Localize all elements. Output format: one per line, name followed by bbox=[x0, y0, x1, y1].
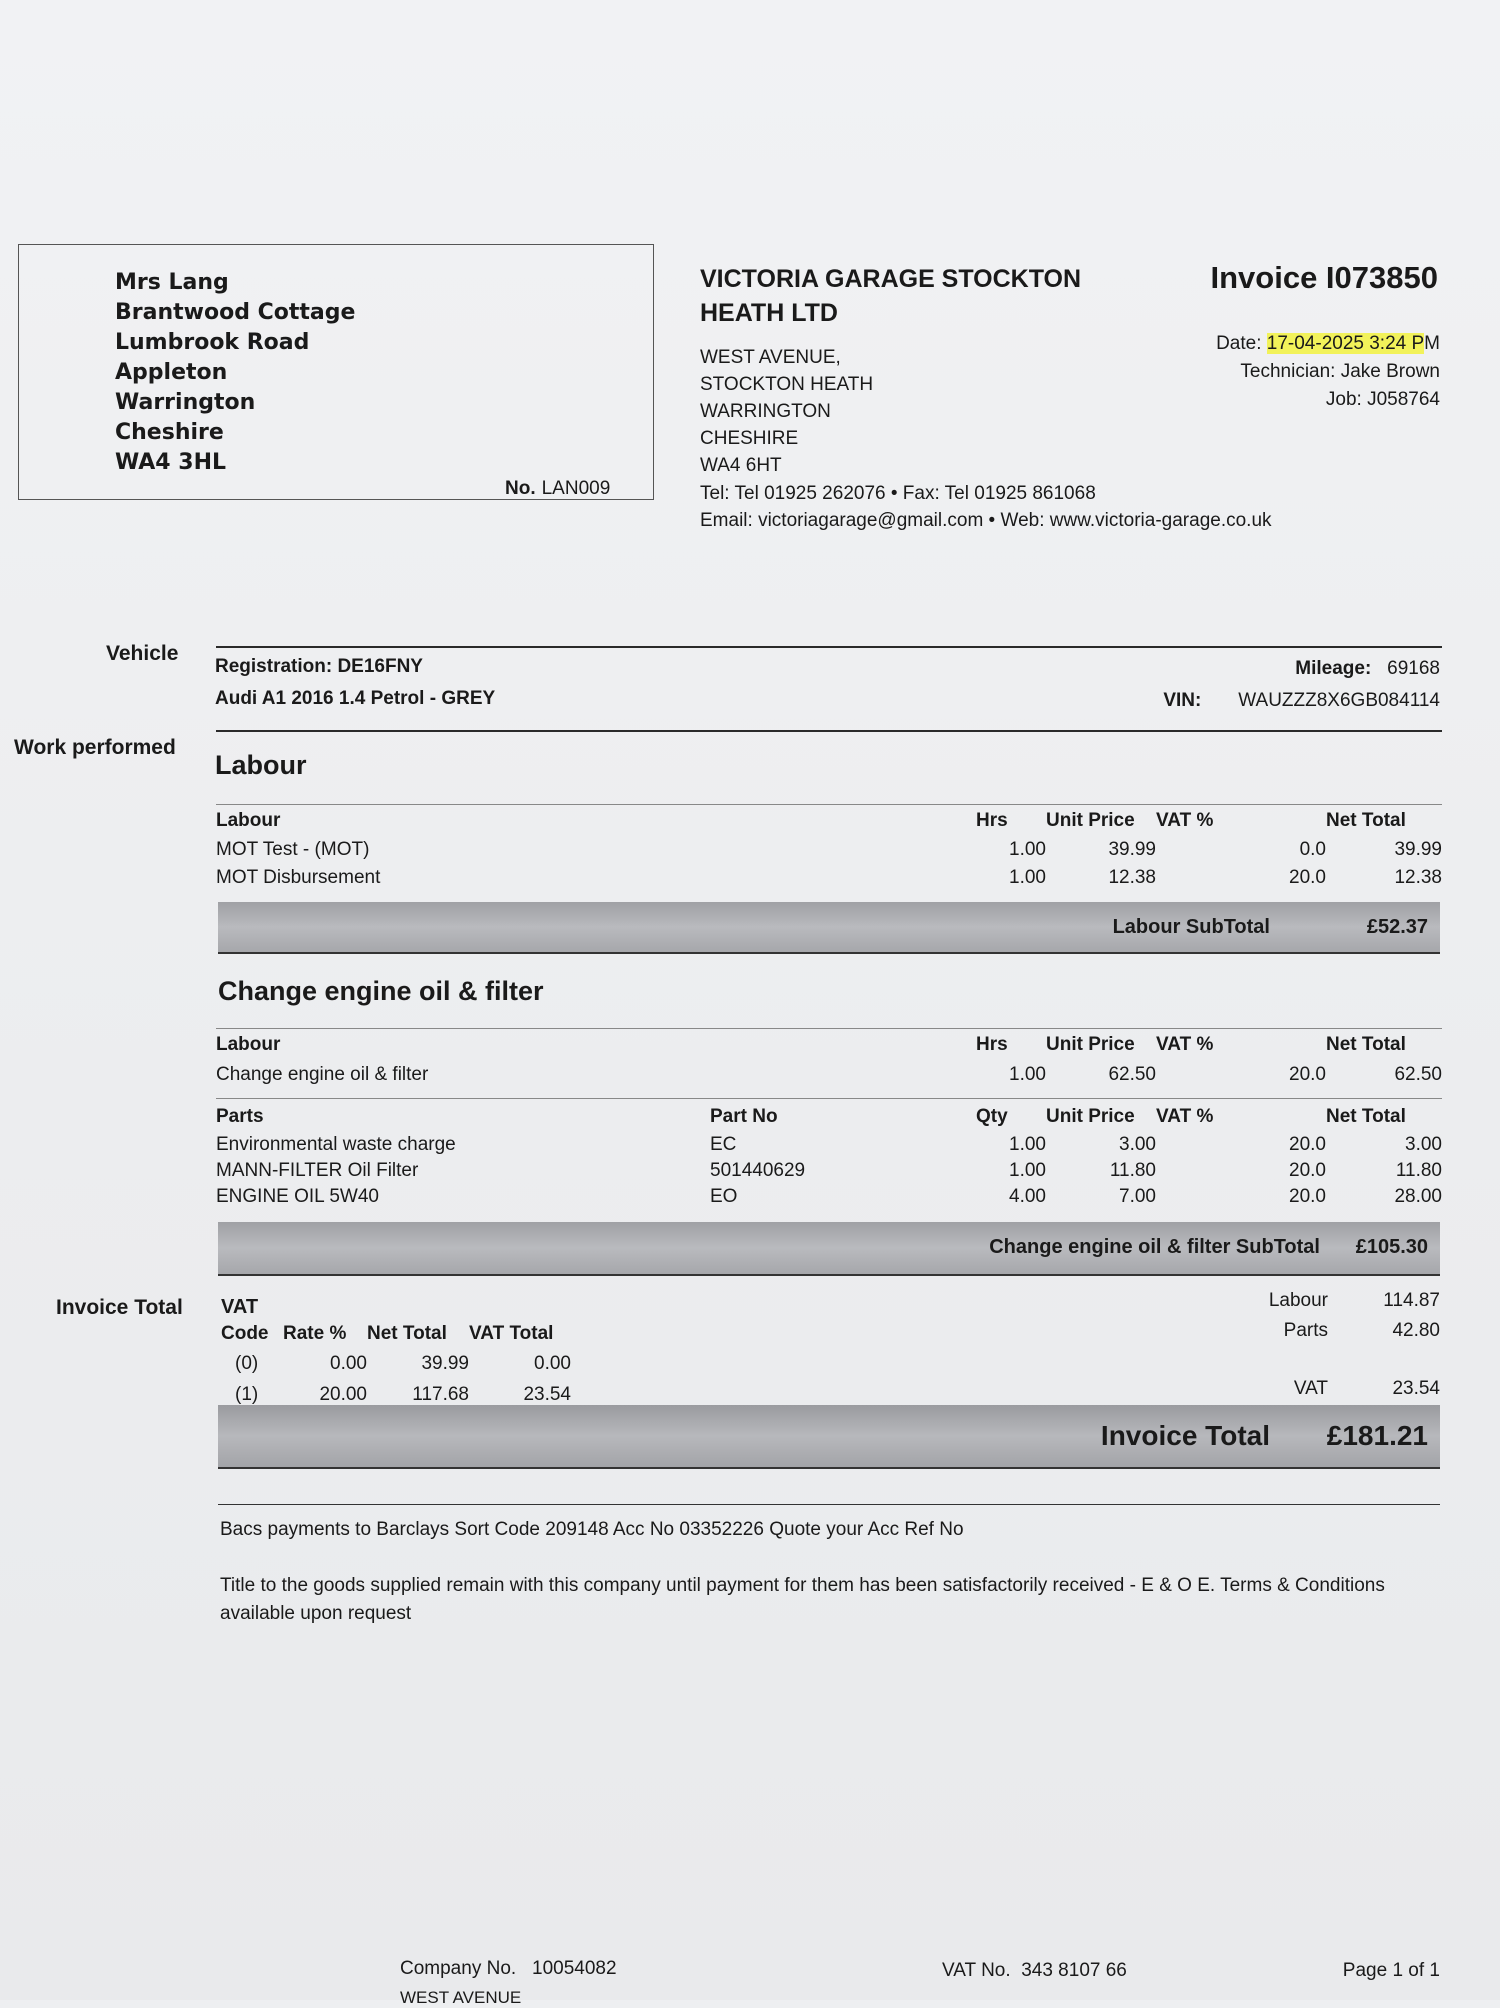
cell: 0.00 bbox=[330, 1353, 367, 1374]
cell: 20.00 bbox=[319, 1384, 367, 1405]
table-row bbox=[216, 1184, 1442, 1210]
garage-contact bbox=[700, 480, 1272, 534]
date-suffix: M bbox=[1424, 333, 1440, 354]
cell: 1.00 bbox=[1009, 1064, 1046, 1085]
cell: 62.50 bbox=[1394, 1064, 1442, 1085]
vin-label: VIN: bbox=[1163, 690, 1202, 711]
vehicle-bottom-rule bbox=[216, 730, 1442, 732]
garage-address-line: CHESHIRE bbox=[700, 428, 799, 449]
col-header: VAT % bbox=[1156, 810, 1214, 831]
vat-number-label: VAT No. bbox=[942, 1960, 1011, 1981]
cell: 12.38 bbox=[1108, 867, 1156, 888]
cell: 20.0 bbox=[1289, 1186, 1326, 1207]
vehicle-description: Audi A1 2016 1.4 Petrol - GREY bbox=[215, 688, 496, 709]
vehicle-registration: Registration: DE16FNY bbox=[215, 656, 423, 677]
garage-address bbox=[700, 344, 873, 479]
invoice-total-section-label: Invoice Total bbox=[56, 1296, 183, 1319]
cell: 0.0 bbox=[1299, 839, 1326, 860]
cell: 4.00 bbox=[1009, 1186, 1046, 1207]
vehicle-mileage bbox=[1295, 658, 1440, 680]
vat-number bbox=[942, 1960, 1127, 1982]
oil-section-title: Change engine oil & filter bbox=[218, 976, 544, 1006]
cell: 1.00 bbox=[1009, 1134, 1046, 1155]
footer-rule bbox=[218, 1504, 1440, 1505]
col-header: Unit Price bbox=[1046, 1034, 1135, 1055]
cell: 20.0 bbox=[1289, 867, 1326, 888]
garage-name: VICTORIA GARAGE STOCKTON HEATH LTD bbox=[700, 265, 1082, 327]
date-value-highlighted: 17-04-2025 3:24 P bbox=[1266, 333, 1425, 354]
cell: MANN-FILTER Oil Filter bbox=[216, 1160, 419, 1181]
cell: 62.50 bbox=[1108, 1064, 1156, 1085]
cell: Change engine oil & filter bbox=[216, 1064, 429, 1085]
customer-address-line: Cheshire bbox=[115, 420, 224, 445]
cell: 501440629 bbox=[710, 1160, 806, 1181]
col-header: Hrs bbox=[976, 1034, 1008, 1055]
cell: 12.38 bbox=[1394, 867, 1442, 888]
company-number bbox=[400, 1958, 617, 1980]
oil-subtotal-value: £105.30 bbox=[1355, 1236, 1428, 1258]
cell: 11.80 bbox=[1395, 1160, 1442, 1181]
customer-address bbox=[115, 268, 355, 478]
col-header: Parts bbox=[216, 1106, 264, 1127]
table-row bbox=[221, 1348, 571, 1380]
cell: 39.99 bbox=[1394, 839, 1442, 860]
col-header: Net Total bbox=[1326, 1106, 1406, 1127]
cell: 3.00 bbox=[1119, 1134, 1156, 1155]
cell: 1.00 bbox=[1009, 867, 1046, 888]
cell: 1.00 bbox=[1009, 1160, 1046, 1181]
col-header: Unit Price bbox=[1046, 1106, 1135, 1127]
company-number-label: Company No. bbox=[400, 1958, 517, 1979]
customer-name: Mrs Lang bbox=[115, 270, 229, 295]
cell: 20.0 bbox=[1289, 1064, 1326, 1085]
col-header: Rate % bbox=[283, 1323, 347, 1344]
col-header: Qty bbox=[976, 1106, 1008, 1127]
customer-address-line: Brantwood Cottage bbox=[115, 300, 356, 325]
labour-table bbox=[216, 806, 1442, 892]
table-row bbox=[216, 1060, 1442, 1090]
col-header: Net Total bbox=[1326, 810, 1406, 831]
col-header: Part No bbox=[710, 1106, 778, 1127]
oil-labour-table bbox=[216, 1030, 1442, 1090]
invoice-total-label: Invoice Total bbox=[1100, 1420, 1270, 1451]
vehicle-section-label: Vehicle bbox=[106, 642, 179, 665]
invoice-meta bbox=[1216, 330, 1440, 414]
customer-address-line: Warrington bbox=[115, 390, 256, 415]
cell: 23.54 bbox=[523, 1384, 571, 1405]
col-header: Net Total bbox=[1326, 1034, 1406, 1055]
cell: 20.0 bbox=[1289, 1160, 1326, 1181]
vehicle-top-rule bbox=[216, 646, 1442, 648]
oil-parts-table bbox=[216, 1102, 1442, 1210]
account-label: No. bbox=[505, 478, 536, 499]
col-header: VAT % bbox=[1156, 1034, 1214, 1055]
cell: (0) bbox=[235, 1353, 259, 1374]
invoice-total-value: £181.21 bbox=[1326, 1420, 1428, 1451]
vat-table-header bbox=[221, 1320, 571, 1348]
table-row bbox=[216, 1132, 1442, 1158]
col-header: Hrs bbox=[976, 810, 1008, 831]
garage-address-line: WEST AVENUE, bbox=[700, 347, 841, 368]
parts-header-rule bbox=[216, 1098, 1442, 1099]
garage-address-line: STOCKTON HEATH bbox=[700, 374, 874, 395]
bacs-payment-info: Bacs payments to Barclays Sort Code 209148 Acc No 03352226 Quote your Acc Ref No bbox=[220, 1519, 964, 1540]
work-performed-label: Work performed bbox=[14, 736, 176, 759]
cell: 1.00 bbox=[1009, 839, 1046, 860]
invoice-title: Invoice I073850 bbox=[1210, 260, 1438, 295]
date-label: Date: bbox=[1216, 333, 1262, 354]
invoice-technician: Technician: Jake Brown bbox=[1240, 361, 1440, 382]
col-header: VAT % bbox=[1156, 1106, 1214, 1127]
col-header: Code bbox=[221, 1323, 269, 1344]
account-value: LAN009 bbox=[541, 478, 611, 499]
col-header: Labour bbox=[216, 1034, 281, 1055]
summary-vat-value: 23.54 bbox=[1392, 1378, 1440, 1399]
cell: EO bbox=[710, 1186, 738, 1207]
table-row bbox=[216, 1158, 1442, 1184]
garage-address-line: WA4 6HT bbox=[700, 455, 782, 476]
cell: 20.0 bbox=[1289, 1134, 1326, 1155]
garage-web-line: Email: victoriagarage@gmail.com • Web: www.victoria-garage.co.uk bbox=[700, 510, 1272, 531]
vat-heading: VAT bbox=[221, 1296, 259, 1318]
invoice-date bbox=[1216, 330, 1440, 358]
labour-header-rule bbox=[216, 804, 1442, 805]
cell: 0.00 bbox=[534, 1353, 571, 1374]
oil-labour-header bbox=[216, 1030, 1442, 1060]
customer-address-line: Appleton bbox=[115, 360, 228, 385]
garage-phone-line: Tel: Tel 01925 262076 • Fax: Tel 01925 861068 bbox=[700, 483, 1096, 504]
cell: Environmental waste charge bbox=[216, 1134, 456, 1155]
cell: 39.99 bbox=[421, 1353, 469, 1374]
mileage-value: 69168 bbox=[1387, 658, 1440, 679]
parts-table-header bbox=[216, 1102, 1442, 1132]
customer-address-line: Lumbrook Road bbox=[115, 330, 310, 355]
vat-breakdown-table bbox=[221, 1320, 571, 1410]
cell: ENGINE OIL 5W40 bbox=[216, 1186, 379, 1207]
cell: 3.00 bbox=[1405, 1134, 1442, 1155]
account-number bbox=[505, 478, 610, 500]
vin-value: WAUZZZ8X6GB084114 bbox=[1238, 690, 1440, 711]
invoice-total-bar bbox=[218, 1405, 1440, 1469]
vat-number-value: 343 8107 66 bbox=[1021, 1960, 1127, 1981]
labour-subtotal-bar bbox=[218, 902, 1440, 954]
summary-labour-label: Labour bbox=[1268, 1290, 1328, 1311]
vehicle-vin bbox=[1163, 690, 1440, 712]
col-header: Net Total bbox=[367, 1323, 447, 1344]
page-number: Page 1 of 1 bbox=[1342, 1960, 1440, 1981]
cell: 39.99 bbox=[1108, 839, 1156, 860]
cell: (1) bbox=[235, 1384, 259, 1405]
oil-header-rule bbox=[216, 1028, 1442, 1029]
summary-parts-label: Parts bbox=[1283, 1320, 1328, 1341]
summary-labour-value: 114.87 bbox=[1383, 1290, 1440, 1311]
labour-section-title: Labour bbox=[215, 750, 307, 780]
footer-cutoff-text: WEST AVENUE bbox=[400, 1988, 522, 2007]
mileage-label: Mileage: bbox=[1295, 658, 1372, 679]
cell: 11.80 bbox=[1109, 1160, 1156, 1181]
company-number-value: 10054082 bbox=[532, 1958, 617, 1979]
cell: 117.68 bbox=[412, 1384, 469, 1405]
labour-subtotal-label: Labour SubTotal bbox=[1112, 916, 1270, 938]
labour-table-header bbox=[216, 806, 1442, 836]
col-header: Unit Price bbox=[1046, 810, 1135, 831]
table-row bbox=[216, 864, 1442, 892]
oil-subtotal-label: Change engine oil & filter SubTotal bbox=[989, 1236, 1320, 1258]
summary-vat-label: VAT bbox=[1293, 1378, 1328, 1399]
terms-text: Title to the goods supplied remain with this company until payment for them has been satisfactorily received - E & O E. Terms & Conditions available upon request bbox=[220, 1575, 1385, 1624]
invoice-job: Job: J058764 bbox=[1325, 389, 1440, 410]
col-header: Labour bbox=[216, 810, 281, 831]
cell: 7.00 bbox=[1119, 1186, 1156, 1207]
labour-subtotal-value: £52.37 bbox=[1366, 916, 1428, 938]
customer-postcode: WA4 3HL bbox=[115, 450, 227, 475]
cell: 28.00 bbox=[1394, 1186, 1442, 1207]
cell: MOT Disbursement bbox=[216, 867, 381, 888]
table-row bbox=[216, 836, 1442, 864]
col-header: VAT Total bbox=[469, 1323, 554, 1344]
cell: MOT Test - (MOT) bbox=[216, 839, 370, 860]
summary-parts-value: 42.80 bbox=[1392, 1320, 1440, 1341]
garage-address-line: WARRINGTON bbox=[700, 401, 831, 422]
cell: EC bbox=[710, 1134, 737, 1155]
oil-subtotal-bar bbox=[218, 1222, 1440, 1276]
